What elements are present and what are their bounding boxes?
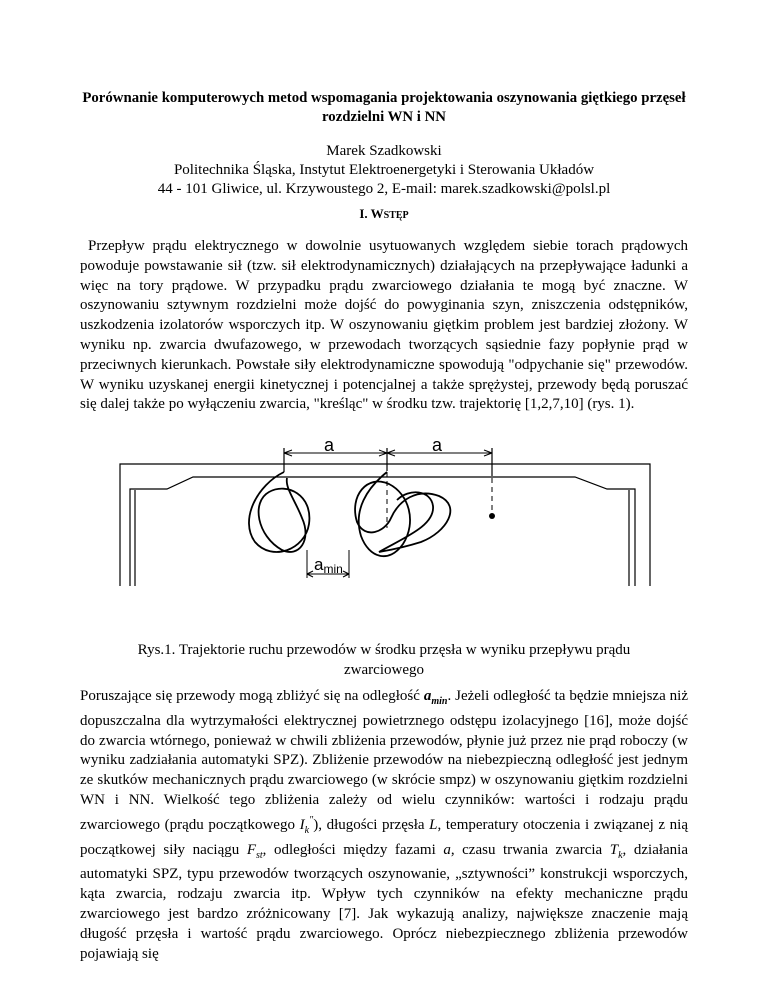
section-rest: STĘP	[383, 210, 409, 221]
portal-beam-lower	[130, 477, 635, 586]
label-a-left: a	[323, 440, 335, 455]
address: 44 - 101 Gliwice, ul. Krzywoustego 2, E-mail: marek.szadkowski@polsl.pl	[157, 181, 611, 197]
section-first-letter: W	[370, 206, 384, 221]
figure-caption: Rys.1. Trajektorie ruchu przewodów w środku przęsła w wyniku przepływu prądu zwarciowego	[137, 642, 631, 678]
author: Marek Szadkowski	[326, 143, 442, 159]
section-number: I.	[359, 206, 368, 221]
body-paragraph-2: Poruszające się przewody mogą zbliżyć się na odległość $a_{min}$. Jeżeli odległość ta będzie mniejsza niż dopuszczalna dla wytrzymałości elektrycznej powietrznego odstępu izolacyjnego [16], może dojść do zwarcia wtórnego, ponieważ w chwili zbliżenia przewodów, płynie już przez nie prąd roboczy (w wyniku zadziałania automatyki SPZ). Zbliżenie przewodów na niebezpieczną odległość jest jednym ze skutków mechanicznych prądu zwarciowego (w skrócie smpz) w oszynowaniu giętkim rozdzielni WN i NN. Wielkość tego zbliżenia zależy od wielu czynników: wartości i rodzaju prądu zwarciowego (prądu początkowego $I_k^"$), długości przęsła L, temperatury otoczenia i związanej z nią początkowej siły naciągu $F_{st}$, odległości między fazami a, czasu trwania zwarcia $T_k$, działania automatyki SPZ, typu przewodów tworzących oszynowanie, „sztywności” konstrukcji wsporczych, kąta zwarcia, rodzaju zwarcia itp. Wpływ tych czynników na efekty mechaniczne prądu zwarciowego jest bardzo zróżnicowany [7]. Jak wykazują analizy, największe znaczenie mają długość przęsła i wartość prądu zwarciowego. Oprócz niebezpiecznego zbliżenia przewodów pojawiają się	[80, 688, 688, 962]
label-a-right: a	[431, 440, 443, 455]
intro-paragraph: Przepływ prądu elektrycznego w dowolnie usytuowanych względem siebie torach prądowych powoduje powstawanie sił (tzw. sił elektrodynamicznych) działających na przepływające ładunki a więc na tory prądowe. W przypadku prądu zwarciowego działania te mogą być znaczne. W oszynowaniu sztywnym rozdzielni może dojść do powyginania szyn, zniszczenia odstępników, uszkodzenia izolatorów wsporczych itp. W oszynowaniu giętkim problem jest bardziej złożony. W wyniku np. zwarcia dwufazowego, w przewodach tworzących sąsiednie fazy popłynie prąd w przeciwnych kierunkach. Powstałe siły elektrodynamiczne spowodują "odpychanie się" przewodów. W wyniku uzyskanej energii kinetycznej i potencjalnej a także sprężystej, przewody będą poruszać się dalej także po wyłączeniu zwarcia, "kreśląc" w środku tzw. trajektorię [1,2,7,10] (rys. 1).	[80, 238, 688, 413]
trajectory-figure	[117, 440, 657, 586]
trajectory-right	[355, 472, 450, 556]
affiliation: Politechnika Śląska, Instytut Elektroenergetyki i Sterowania Układów	[173, 162, 595, 178]
paper-title: Porównanie komputerowych metod wspomagania projektowania oszynowania giętkiego przęseł rozdzielni WN i NN	[82, 90, 686, 125]
trajectory-left	[249, 472, 309, 552]
section-heading	[0, 206, 768, 222]
conductor-rest-point	[489, 513, 495, 519]
label-amin: amin	[314, 555, 343, 576]
